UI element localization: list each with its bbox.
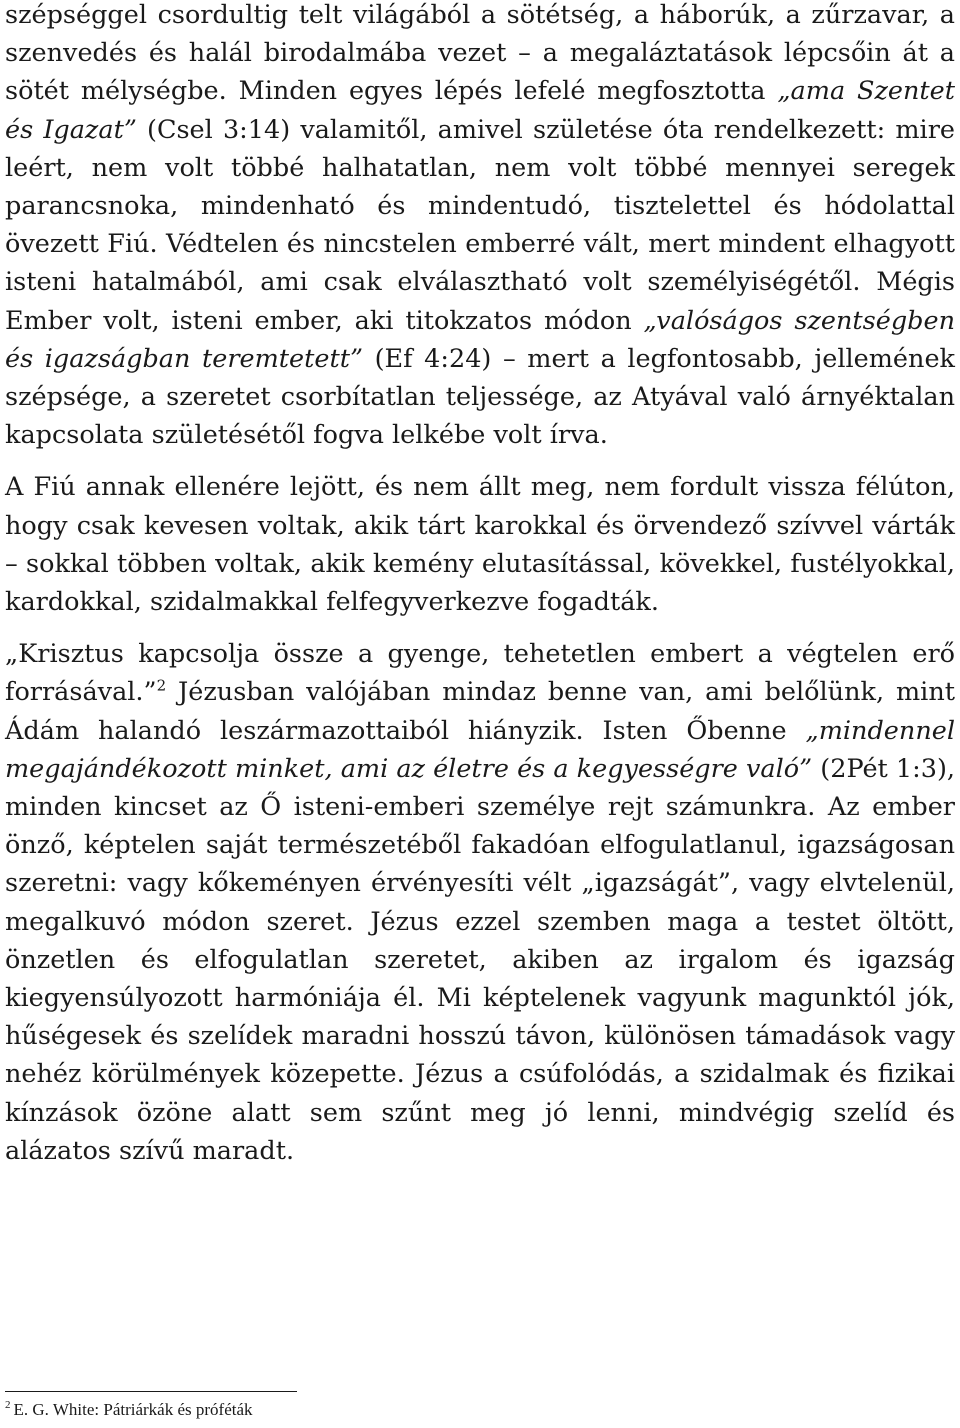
footnote xyxy=(5,1397,253,1423)
paragraph-text: (Csel 3:14) valamitől, amivel születése óta rendelkezett: mire leért, nem volt többé halhatatlan, nem volt többé mennyei seregek parancsnoka, mindenható és mindentudó, tisztelettel és hódolattal övezett Fiú. Védtelen és nincstelen emberré vált, mert mindent elhagyott isteni hatalmából, ami csak elválasztható volt személyiségétől. Mégis Ember volt, isteni ember, aki titokzatos módon xyxy=(5,114,955,336)
scripture-quote: „ama Szentet és Igazat” xyxy=(5,76,955,145)
paragraph-text: (2Pét 1:3), minden kincset az Ő isteni-emberi személye rejt számunkra. Az ember önző, képtelen saját természetéből fakadóan elfogulatlanul, igazságosan szeretni: vagy kőkeményen érvényesíti vélt „igazságát”, vagy elvtelenül, megalkuvó módon szeret. Jézus ezzel szemben maga a testet öltött, önzetlen és elfogulatlan szeretet, akiben az irgalom és igazság kiegyensúlyozott harmóniája él. Mi képtelenek vagyunk magunktól jók, hűségesek és szelídek maradni hosszú távon, különösen támadások vagy nehéz körülmények közepette. Jézus a csúfolódás, a szidalmak és fizikai kínzások özöne alatt sem szűnt meg jó lenni, mindvégig szelíd és alázatos szívű maradt. xyxy=(5,753,956,1166)
footnote-text: E. G. White: Pátriárkák és próféták xyxy=(13,1400,253,1419)
document-page xyxy=(5,0,955,1170)
scripture-quote: „mindennel megajándékozott minket, ami az életre és a kegyességre való” xyxy=(5,715,955,784)
footnote-number: 2 xyxy=(5,1399,11,1412)
body-paragraph xyxy=(5,0,955,454)
footnote-separator xyxy=(5,1391,297,1392)
paragraph-text: Jézusban valójában mindaz benne van, ami belőlünk, mint Ádám halandó leszármazottaiból hiányzik. Isten Őbenne xyxy=(5,677,955,746)
paragraph-text: szépséggel csordultig telt világából a sötétség, a háborúk, a zűrzavar, a szenvedés és halál birodalmába vezet – a megaláztatások lépcsőin át a sötét mélységbe. Minden egyes lépés lefelé megfosztotta xyxy=(5,0,955,107)
body-paragraph xyxy=(5,635,955,1170)
paragraph-text: „Krisztus kapcsolja össze a gyenge, tehetetlen embert a végtelen erő forrásával.” xyxy=(5,639,955,708)
paragraph-text: (Ef 4:24) – mert a legfontosabb, jellemének szépsége, a szeretet csorbítatlan teljessége, az Atyával való árnyéktalan kapcsolata születésétől fogva lelkébe volt írva. xyxy=(5,343,955,451)
scripture-quote: „valóságos szentségben és igazságban teremtetett” xyxy=(5,305,955,374)
footnote-reference[interactable]: 2 xyxy=(156,676,167,695)
body-paragraph: A Fiú annak ellenére lejött, és nem állt meg, nem fordult vissza félúton, hogy csak kevesen voltak, akik tárt karokkal és örvendező szívvel várták – sokkal többen voltak, akik kemény elutasítással, kövekkel, fustélyokkal, kardokkal, szidalmakkal felfegyverkezve fogadták. xyxy=(5,472,955,618)
